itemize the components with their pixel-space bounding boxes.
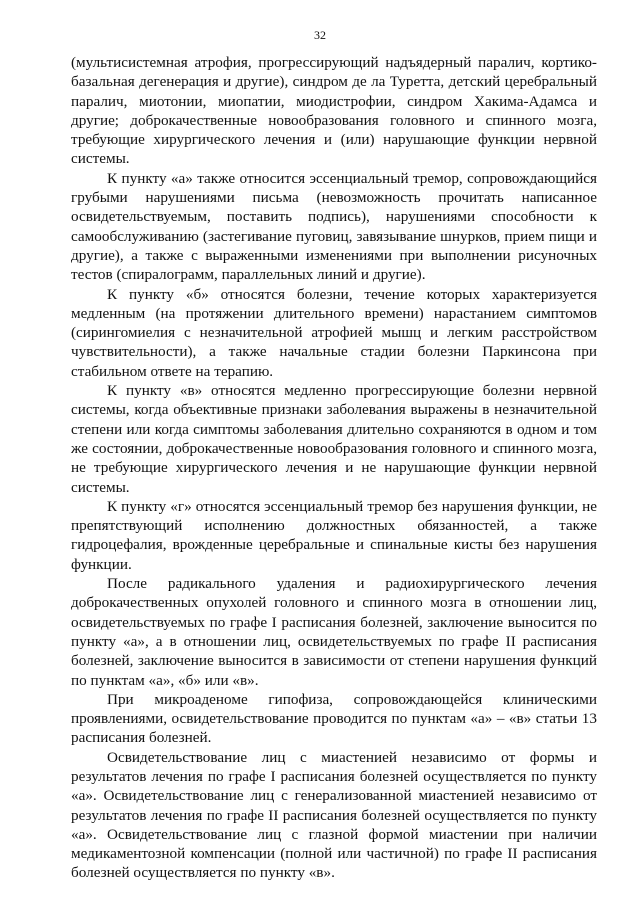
- paragraph-microadenoma: При микроаденоме гипофиза, сопровождающейся клиническими проявлениями, освидетельствование проводится по пунктам «а» – «в» статьи 13 расписания болезней.: [71, 690, 597, 747]
- paragraph-after-removal: После радикального удаления и радиохирургического лечения доброкачественных опухолей головного и спинного мозга в отношении лиц, освидетельствуемых по графе I расписания болезней, заключение выносится по пункту «а», а в отношении лиц, освидетельствуемых по графе II расписания болезней, заключение выносится в зависимости от степени нарушения функций по пунктам «а», «б» или «в».: [71, 575, 597, 689]
- paragraph-item-b: К пункту «б» относятся болезни, течение которых характеризуется медленным (на протяжении длительного времени) нарастанием симптомов (сирингомиелия с незначительной атрофией мышц и легким расстройством чувствительности), а также начальные стадии болезни Паркинсона при стабильном ответе на терапию.: [71, 285, 597, 380]
- page-number: 32: [314, 28, 326, 42]
- document-body: [71, 53, 597, 883]
- paragraph-continuation: (мультисистемная атрофия, прогрессирующий надъядерный паралич, кортико-базальная дегенерация и другие), синдром де ла Туретта, детский церебральный паралич, миотонии, миопатии, миодистрофии, синдром Хакима-Адамса и другие; доброкачественные новообразования головного и спинного мозга, требующие хирургического лечения и (или) нарушающие функции нервной системы.: [71, 54, 597, 168]
- paragraph-item-g: К пункту «г» относятся эссенциальный тремор без нарушения функции, не препятствующий исполнению должностных обязанностей, а также гидроцефалия, врожденные церебральные и спинальные кисты без нарушения функции.: [71, 497, 597, 573]
- paragraph-myasthenia: Освидетельствование лиц с миастенией независимо от формы и результатов лечения по графе I расписания болезней осуществляется по пункту «а». Освидетельствование лиц с генерализованной миастенией независимо от результатов лечения по графе II расписания болезней осуществляется по пункту «а». Освидетельствование лиц с глазной формой миастении при наличии медикаментозной компенсации (полной или частичной) по графе II расписания болезней осуществляется по пункту «в».: [71, 748, 597, 882]
- paragraph-item-v: К пункту «в» относятся медленно прогрессирующие болезни нервной системы, когда объективные признаки заболевания выражены в незначительной степени или когда симптомы заболевания длительно сохраняются в одном и том же состоянии, доброкачественные новообразования головного и спинного мозга, не требующие хирургического лечения и не нарушающие функции нервной системы.: [71, 382, 597, 496]
- paragraph-item-a-tremor: К пункту «а» также относится эссенциальный тремор, сопровождающийся грубыми нарушениями письма (невозможность прочитать написанное освидетельствуемым, поставить подпись), нарушениями способности к самообслуживанию (застегивание пуговиц, завязывание шнурков, прием пищи и другие), а также с выраженными изменениями при выполнении рисуночных тестов (спиралограмм, параллельных линий и другие).: [71, 169, 597, 284]
